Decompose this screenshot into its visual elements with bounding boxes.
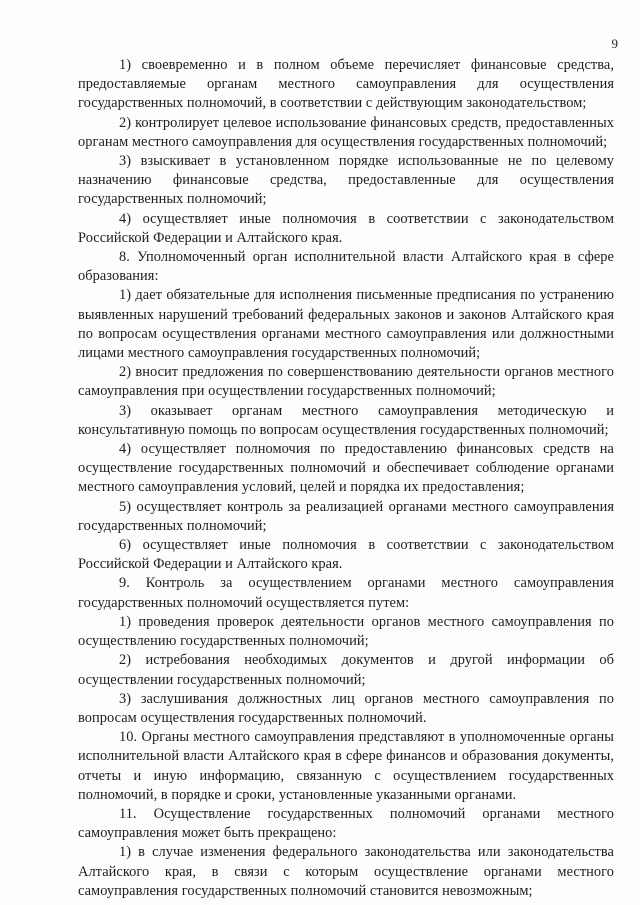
paragraph: 9. Контроль за осуществлением органами местного самоуправления государственных полномочий осуществляется путем: bbox=[78, 575, 614, 611]
paragraph: 2) истребования необходимых документов и другой информации об осуществлении государственных полномочий; bbox=[78, 652, 614, 688]
paragraph: 3) взыскивает в установленном порядке использованные не по целевому назначению финансовые средства, предоставленные для осуществления государственных полномочий; bbox=[78, 153, 614, 208]
paragraph: 11. Осуществление государственных полномочий органами местного самоуправления может быть прекращено: bbox=[78, 805, 614, 842]
paragraph: 6) осуществляет иные полномочия в соответствии с законодательством Российской Федерации и Алтайского края. bbox=[78, 537, 614, 573]
paragraph: 2) вносит предложения по совершенствованию деятельности органов местного самоуправления при осуществлении государственных полномочий; bbox=[78, 364, 614, 400]
paragraph: 2) контролирует целевое использование финансовых средств, предоставленных органам местного самоуправления для осуществления государственных полномочий; bbox=[78, 114, 614, 150]
paragraph: 4) осуществляет полномочия по предоставлению финансовых средств на осуществление государственных полномочий и обеспечивает соблюдение органами местного самоуправления условий, целей и порядка их предоставления; bbox=[78, 441, 614, 496]
paragraph: 8. Уполномоченный орган исполнительной власти Алтайского края в сфере образования: bbox=[78, 249, 614, 285]
paragraph: 1) проведения проверок деятельности органов местного самоуправления по осуществлению государственных полномочий; bbox=[78, 613, 614, 650]
paragraph: 5) осуществляет контроль за реализацией органами местного самоуправления государственных полномочий; bbox=[78, 498, 614, 534]
paragraph: 10. Органы местного самоуправления представляют в уполномоченные органы исполнительной власти Алтайского края в сфере финансов и образования документы, отчеты и иную информацию, связанную с осуществлением государственных полномочий, в порядке и сроки, установленные указанными органами. bbox=[78, 729, 614, 803]
paragraph: 1) в случае изменения федерального законодательства или законодательства Алтайского края, в связи с которым осуществление органами местного самоуправления государственных полномочий становится невозможным; bbox=[78, 844, 614, 899]
paragraph: 1) своевременно и в полном объеме перечисляет финансовые средства, предоставляемые органам местного самоуправления для осуществления государственных полномочий, в соответствии с действующим законодательством; bbox=[78, 57, 614, 112]
paragraph: 3) заслушивания должностных лиц органов местного самоуправления по вопросам осуществления государственных полномочий. bbox=[78, 690, 614, 726]
document-body bbox=[78, 56, 614, 901]
paragraph: 3) оказывает органам местного самоуправления методическую и консультативную помощь по вопросам осуществления государственных полномочий; bbox=[78, 402, 614, 438]
paragraph: 4) осуществляет иные полномочия в соответствии с законодательством Российской Федерации и Алтайского края. bbox=[78, 210, 614, 246]
paragraph: 1) дает обязательные для исполнения письменные предписания по устранению выявленных нарушений требований федеральных законов и законов Алтайского края по вопросам осуществления органами местного самоуправления или должностными лицами местного самоуправления государственных полномочий; bbox=[78, 287, 614, 362]
page-number: 9 bbox=[611, 36, 618, 51]
